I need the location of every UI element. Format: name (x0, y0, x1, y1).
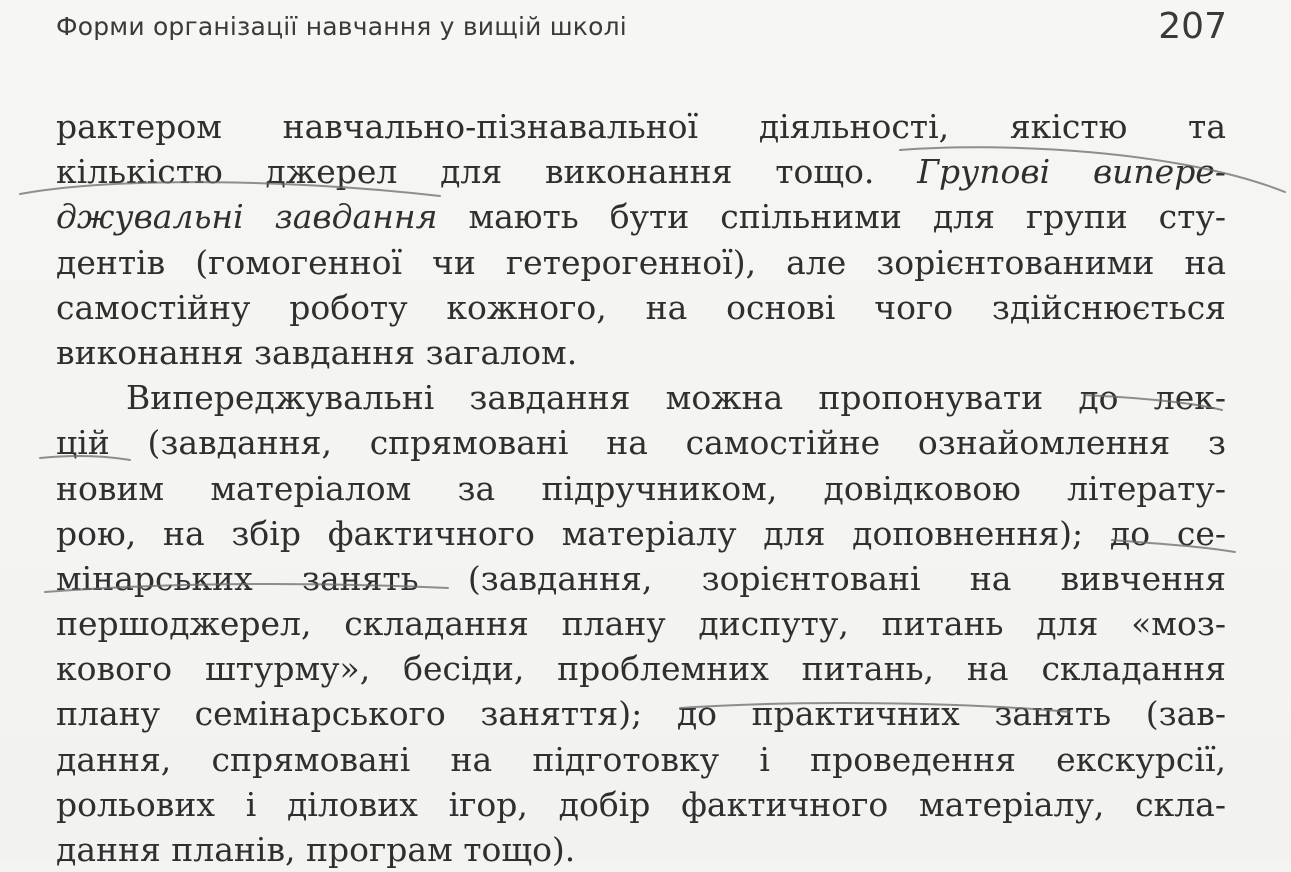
page-number: 207 (1158, 6, 1227, 47)
text-segment: мають бути спільними для групи сту- (437, 197, 1226, 237)
text-segment: плану семінарського заняття); до практичних занять (зав- (56, 694, 1226, 734)
text-line (56, 737, 1226, 782)
text-segment: дання планів, програм тощо). (56, 830, 576, 869)
text-line (56, 646, 1226, 691)
text-segment: новим матеріалом за підручником, довідковою літерату- (56, 468, 1226, 508)
text-line (56, 194, 1226, 239)
text-line (56, 556, 1226, 601)
body-text (56, 104, 1226, 872)
text-segment: рактером навчально-пізнавальної діяльності, якістю та (56, 107, 1226, 146)
text-line (56, 375, 1226, 420)
text-line (56, 601, 1226, 646)
text-segment: мінарських занять (завдання, зорієнтовані на вивчення (56, 558, 1226, 598)
text-segment: Випереджувальні завдання можна пропонувати до лек- (126, 378, 1226, 418)
running-header-title: Форми організації навчання у вищій школі (56, 12, 627, 41)
running-header (56, 6, 1227, 50)
italic-text-segment: джувальні завдання (56, 197, 438, 237)
text-segment: рою, на збір фактичного матеріалу для доповнення); до се- (56, 513, 1226, 553)
text-segment: цій (завдання, спрямовані на самостійне ознайомлення з (56, 423, 1226, 463)
text-line (56, 104, 1226, 149)
text-line (56, 149, 1226, 194)
text-line (56, 330, 1226, 375)
text-line (56, 511, 1226, 556)
text-line (56, 782, 1226, 827)
text-line (56, 285, 1226, 330)
text-segment: кового штурму», бесіди, проблемних питань, на складання (56, 649, 1226, 689)
text-line (56, 466, 1226, 511)
text-line (56, 691, 1226, 736)
text-line (56, 240, 1226, 285)
text-segment: дання, спрямовані на підготовку і проведення екскурсії, (56, 739, 1226, 779)
text-segment: виконання завдання загалом. (56, 332, 578, 372)
text-line (56, 420, 1226, 465)
text-segment: першоджерел, складання плану диспуту, питань для «моз- (56, 604, 1226, 644)
text-segment: кількістю джерел для виконання тощо. (56, 152, 918, 192)
text-line (56, 827, 1226, 872)
text-segment: дентів (гомогенної чи гетерогенної), але зорієнтованими на (56, 242, 1226, 282)
text-segment: рольових і ділових ігор, добір фактичного матеріалу, скла- (56, 784, 1226, 824)
text-segment: самостійну роботу кожного, на основі чого здійснюється (56, 287, 1226, 327)
italic-text-segment: Групові випере- (917, 152, 1226, 192)
